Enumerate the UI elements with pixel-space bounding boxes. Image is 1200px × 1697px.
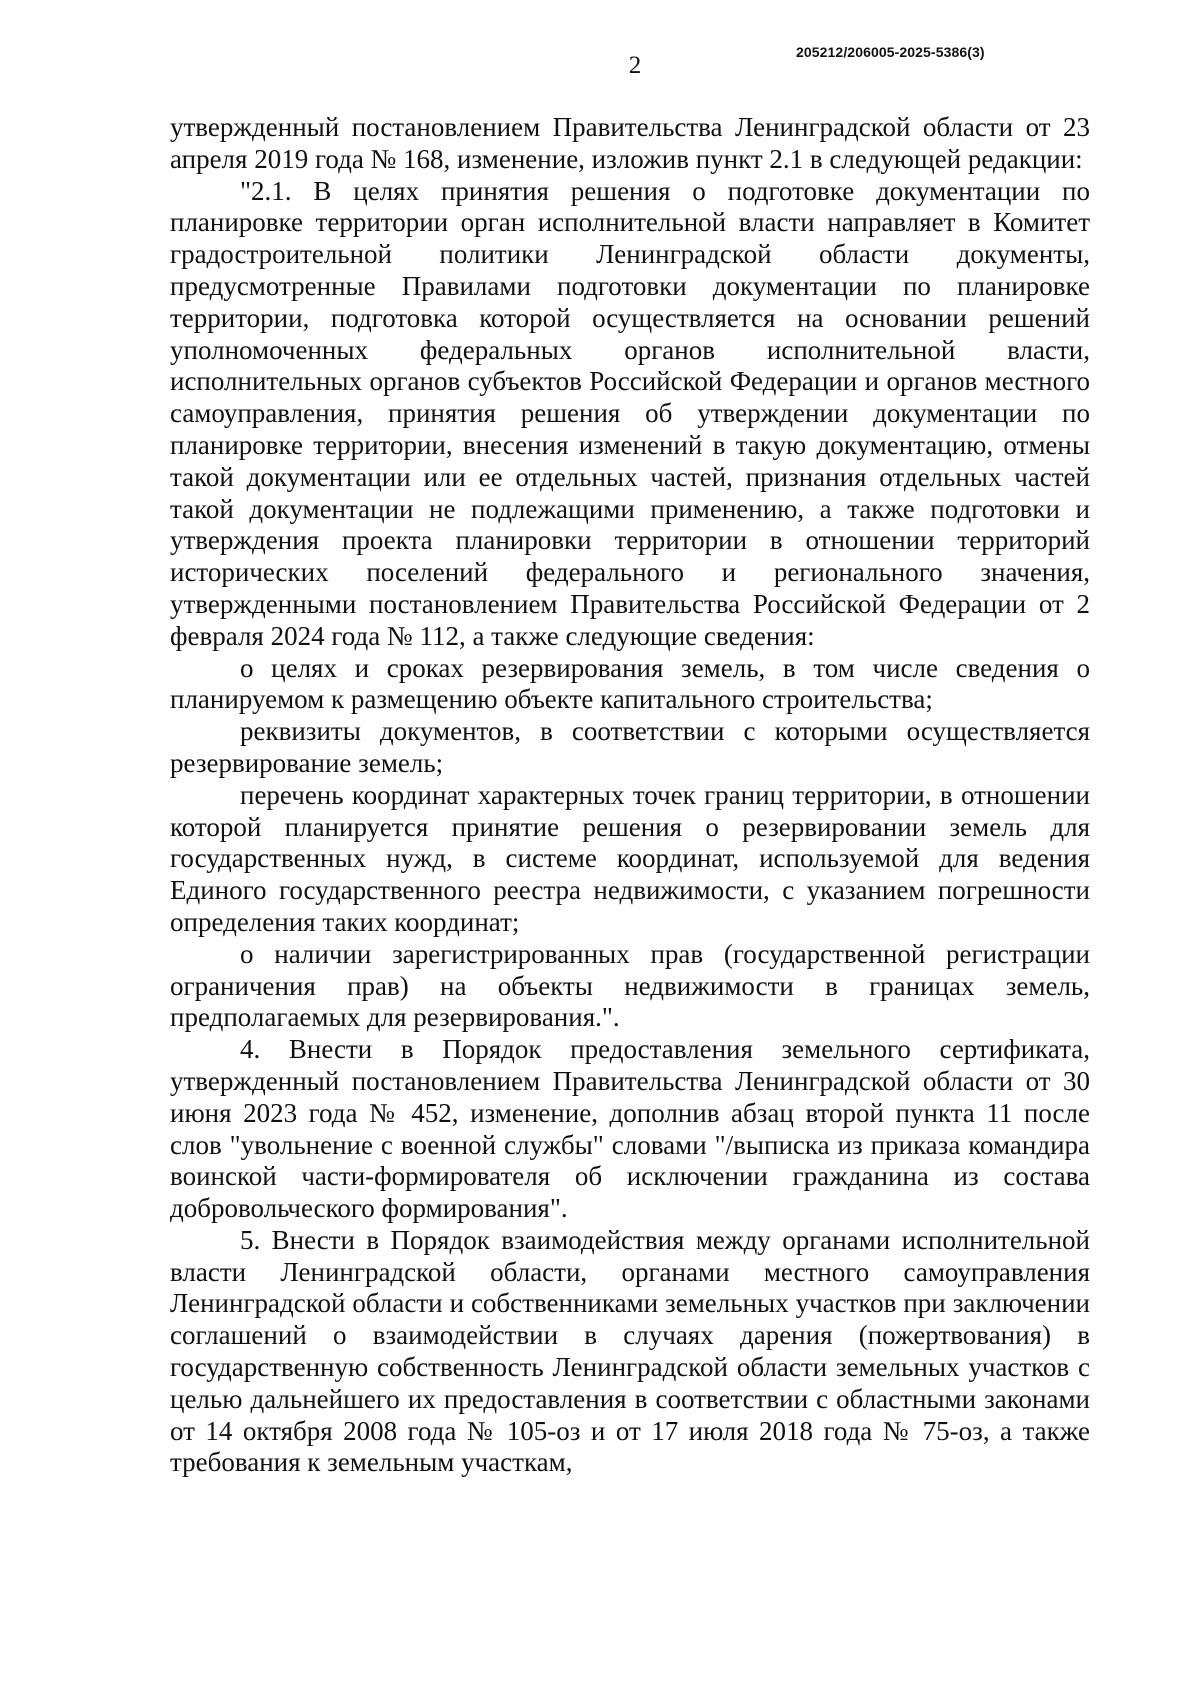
registration-number: 205212/206005-2025-5386(3)	[796, 44, 985, 60]
paragraph-continuation: утвержденный постановлением Правительства Ленинградской области от 23 апреля 2019 года № 168, изменение, изложив пункт 2.1 в следующей редакции:	[170, 112, 1090, 174]
document-body	[170, 112, 1090, 1479]
paragraph-item-4: 4. Внести в Порядок предоставления земельного сертификата, утвержденный постановлением Правительства Ленинградской области от 30 июня 2023 года № 452, изменение, дополнив абзац второй пункта 11 после слов "увольнение с военной службы" словами "/выписка из приказа командира воинской части-формирователя об исключении гражданина из состава добровольческого формирования".	[170, 1034, 1090, 1224]
paragraph-item-5: 5. Внести в Порядок взаимодействия между органами исполнительной власти Ленинградской области, органами местного самоуправления Ленинградской области и собственниками земельных участков при заключении соглашений о взаимодействии в случаях дарения (пожертвования) в государственную собственность Ленинградской области земельных участков с целью дальнейшего их предоставления в соответствии с областными законами от 14 октября 2008 года № 105-оз и от 17 июля 2018 года № 75-оз, а также требования к земельным участкам,	[170, 1224, 1090, 1478]
paragraph-registered-rights: о наличии зарегистрированных прав (государственной регистрации ограничения прав) на объекты недвижимости в границах земель, предполагаемых для резервирования.".	[170, 938, 1090, 1033]
page-number: 2	[628, 52, 642, 79]
paragraph-coordinates-list: перечень координат характерных точек границ территории, в отношении которой планируется принятие решения о резервировании земель для государственных нужд, в системе координат, используемой для ведения Единого государственного реестра недвижимости, с указанием погрешности определения таких координат;	[170, 779, 1090, 937]
paragraph-reservation-goals: о целях и сроках резервирования земель, в том числе сведения о планируемом к размещению объекте капитального строительства;	[170, 652, 1090, 715]
paragraph-document-details: реквизиты документов, в соответствии с которыми осуществляется резервирование земель;	[170, 716, 1090, 778]
paragraph-item-2-1: "2.1. В целях принятия решения о подготовке документации по планировке территории орган исполнительной власти направляет в Комитет градостроительной политики Ленинградской области документы, предусмотренные Правилами подготовки документации по планировке территории, подготовка которой осуществляется на основании решений уполномоченных федеральных органов исполнительной власти, исполнительных органов субъектов Российской Федерации и органов местного самоуправления, принятия решения об утверждении документации по планировке территории, внесения изменений в такую документацию, отмены такой документации или ее отдельных частей, признания отдельных частей такой документации не подлежащими применению, а также подготовки и утверждения проекта планировки территории в отношении территорий исторических поселений федерального и регионального значения, утвержденными постановлением Правительства Российской Федерации от 2 февраля 2024 года № 112, а также следующие сведения:	[170, 175, 1090, 651]
